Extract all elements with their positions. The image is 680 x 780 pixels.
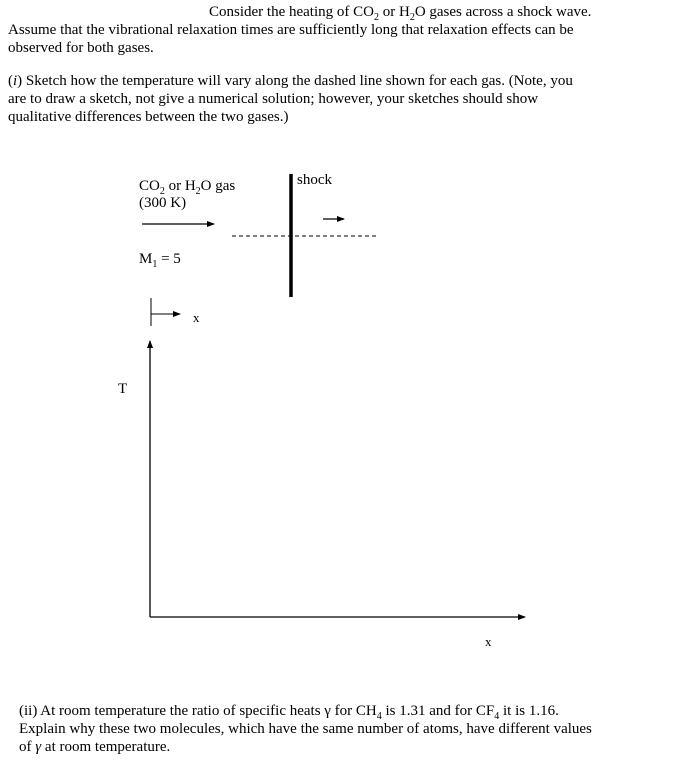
- part-ii-line-3: of γ at room temperature.: [19, 739, 171, 755]
- gas-label: $CO_2$ or $H_2O$ gas: [139, 178, 236, 197]
- part-ii-line-2: Explain why these two molecules, which have the same number of atoms, have different values: [19, 721, 592, 737]
- part-i-number: i: [13, 73, 18, 89]
- part-i-line-3: qualitative differences between the two gases.): [8, 109, 289, 125]
- intro-line-2: Assume that the vibrational relaxation times are sufficiently long that relaxation effects can be: [8, 22, 574, 38]
- mach-label: $M_1 = 5$: [139, 251, 181, 270]
- intro-line-3: observed for both gases.: [8, 40, 154, 56]
- part-i-line-1: (i) Sketch how the temperature will vary along the dashed line shown for each gas. (Note, you: [8, 73, 573, 89]
- part-i-line-2: are to draw a sketch, not give a numerical solution; however, your sketches should show: [8, 91, 539, 107]
- shock-label: shock: [297, 172, 332, 188]
- graph-x-label: x: [485, 634, 492, 649]
- temperature-label: (300 K): [139, 195, 187, 211]
- graph-y-label: T: [118, 381, 128, 397]
- coord-x-label: x: [193, 310, 200, 325]
- intro-line-1: Consider the heating of $CO_2$ or $H_2O$ gases across a shock wave.: [209, 4, 592, 23]
- part-ii-line-1: (ii) At room temperature the ratio of specific heats γ for $CH_4$ is 1.31 and for $CF_4$ it is 1.16.: [19, 703, 559, 722]
